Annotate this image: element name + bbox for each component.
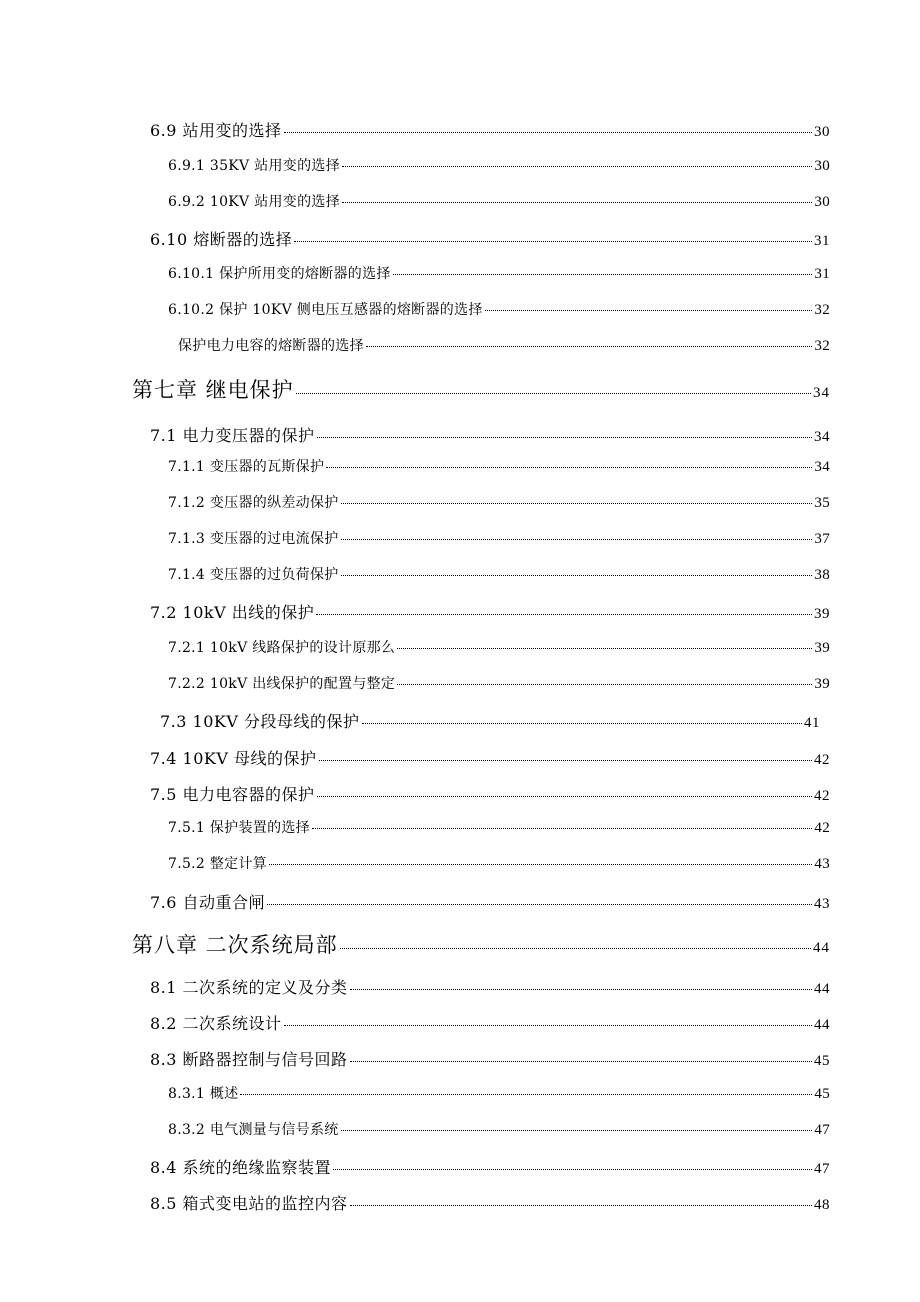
toc-entry-title: 8.2 二次系统设计 <box>150 1014 282 1033</box>
toc-entry-title: 保护电力电容的熔断器的选择 <box>178 338 364 354</box>
toc-dot-leader <box>340 948 811 949</box>
toc-dot-leader <box>333 1169 812 1170</box>
toc-entry-title: 7.6 自动重合闸 <box>150 893 266 912</box>
toc-entry-title: 7.1 电力变压器的保护 <box>150 426 315 445</box>
toc-entry-page: 41 <box>804 715 820 731</box>
toc-entry <box>160 709 820 732</box>
toc-entry-page: 34 <box>814 429 830 445</box>
toc-entry-page: 42 <box>814 788 830 804</box>
toc-dot-leader <box>350 1205 812 1206</box>
toc-entry-page: 32 <box>814 338 830 354</box>
toc-dot-leader <box>342 166 812 167</box>
toc-entry-page: 47 <box>814 1161 830 1177</box>
toc-entry-title: 7.2.2 10kV 出线保护的配置与整定 <box>168 676 396 692</box>
toc-entry-title: 8.3 断路器控制与信号回路 <box>150 1050 348 1069</box>
toc-entry-page: 38 <box>814 567 830 583</box>
toc-dot-leader <box>397 648 812 649</box>
toc-entry-page: 47 <box>814 1122 830 1138</box>
toc-entry-page: 44 <box>813 940 830 956</box>
toc-entry <box>150 227 830 250</box>
toc-entry-title: 6.10 熔断器的选择 <box>150 230 293 249</box>
toc-entry <box>168 492 830 512</box>
toc-entry-page: 35 <box>814 495 830 511</box>
toc-entry <box>150 600 830 623</box>
toc-entry-page: 32 <box>814 302 830 318</box>
toc-entry-page: 45 <box>814 1086 830 1102</box>
toc-dot-leader <box>341 575 813 576</box>
toc-entry <box>168 263 830 283</box>
toc-entry-page: 39 <box>814 606 830 622</box>
toc-entry-page: 42 <box>814 820 830 836</box>
toc-entry-page: 39 <box>814 676 830 692</box>
toc-entry-title: 8.4 系统的绝缘监察装置 <box>150 1158 332 1177</box>
toc-dot-leader <box>296 393 811 394</box>
toc-entry-page: 44 <box>814 1017 830 1033</box>
toc-dot-leader <box>240 1094 812 1095</box>
toc-entry-title: 7.1.3 变压器的过电流保护 <box>168 531 339 547</box>
toc-dot-leader <box>316 614 812 615</box>
toc-entry-title: 第八章 二次系统局部 <box>132 933 338 957</box>
toc-dot-leader <box>284 1025 812 1026</box>
toc-dot-leader <box>284 132 812 133</box>
toc-entry-title: 8.3.2 电气测量与信号系统 <box>168 1122 339 1138</box>
toc-entry <box>168 817 830 837</box>
toc-dot-leader <box>397 684 812 685</box>
toc-entry <box>150 975 830 998</box>
toc-entry-page: 30 <box>814 124 830 140</box>
toc-entry-title: 7.5 电力电容器的保护 <box>150 785 315 804</box>
toc-entry <box>168 564 830 584</box>
toc-entry <box>168 155 830 175</box>
toc-entry-title: 7.5.1 保护装置的选择 <box>168 820 310 836</box>
toc-entry <box>168 1119 830 1139</box>
toc-entry-page: 37 <box>814 531 830 547</box>
toc-entry-page: 34 <box>813 385 830 401</box>
toc-entry <box>168 673 830 693</box>
toc-entry-title: 6.10.1 保护所用变的熔断器的选择 <box>168 266 391 282</box>
toc-dot-leader <box>362 723 803 724</box>
toc-dot-leader <box>294 241 812 242</box>
toc-entry <box>168 191 830 211</box>
toc-entry <box>132 929 830 959</box>
toc-entry <box>150 1155 830 1178</box>
toc-entry-title: 第七章 继电保护 <box>132 378 294 402</box>
toc-entry-page: 45 <box>814 1053 830 1069</box>
toc-dot-leader <box>267 904 812 905</box>
toc-entry-title: 7.1.1 变压器的瓦斯保护 <box>168 459 325 475</box>
toc-entry <box>178 335 830 355</box>
toc-entry-title: 7.2 10kV 出线的保护 <box>150 603 315 622</box>
toc-entry-page: 44 <box>814 981 830 997</box>
toc-entry-title: 7.3 10KV 分段母线的保护 <box>160 712 360 731</box>
toc-entry <box>150 746 830 769</box>
toc-entry-title: 7.1.2 变压器的纵差动保护 <box>168 495 339 511</box>
toc-dot-leader <box>341 1130 813 1131</box>
toc-entry-page: 43 <box>814 856 830 872</box>
toc-entry <box>150 890 830 913</box>
toc-entry-page: 31 <box>814 266 830 282</box>
toc-entry-page: 39 <box>814 640 830 656</box>
toc-dot-leader <box>342 202 812 203</box>
toc-entry-page: 30 <box>814 158 830 174</box>
toc-dot-leader <box>269 864 812 865</box>
toc-entry <box>168 456 830 476</box>
toc-entry-title: 7.4 10KV 母线的保护 <box>150 749 317 768</box>
toc-entry <box>168 1083 830 1103</box>
toc-entry <box>132 374 830 404</box>
toc-entry <box>150 1047 830 1070</box>
toc-entry-title: 6.10.2 保护 10KV 侧电压互感器的熔断器的选择 <box>168 302 483 318</box>
toc-dot-leader <box>341 539 813 540</box>
toc-entry-title: 6.9.2 10KV 站用变的选择 <box>168 194 341 210</box>
toc-dot-leader <box>350 1061 812 1062</box>
toc-entry <box>150 1191 830 1214</box>
toc-entry <box>168 528 830 548</box>
toc-dot-leader <box>350 989 812 990</box>
toc-entry-title: 7.1.4 变压器的过负荷保护 <box>168 567 339 583</box>
toc-entry-page: 42 <box>814 752 830 768</box>
toc-dot-leader <box>317 437 812 438</box>
toc-entry-page: 34 <box>814 459 830 475</box>
toc-entry-page: 30 <box>814 194 830 210</box>
toc-dot-leader <box>317 796 812 797</box>
toc-dot-leader <box>366 346 812 347</box>
toc-entry-title: 6.9.1 35KV 站用变的选择 <box>168 158 341 174</box>
toc-entry <box>150 782 830 805</box>
toc-entry-title: 8.5 箱式变电站的监控内容 <box>150 1194 348 1213</box>
toc-entry <box>168 299 830 319</box>
toc-entry-title: 8.3.1 概述 <box>168 1086 239 1102</box>
toc-entry-title: 8.1 二次系统的定义及分类 <box>150 978 348 997</box>
toc-entry <box>150 423 830 446</box>
toc-dot-leader <box>393 274 813 275</box>
toc-entry <box>168 637 830 657</box>
toc-dot-leader <box>341 503 813 504</box>
toc-dot-leader <box>326 467 812 468</box>
toc-entry-title: 7.2.1 10kV 线路保护的设计原那么 <box>168 640 396 656</box>
toc-dot-leader <box>312 828 812 829</box>
toc-dot-leader <box>319 760 813 761</box>
toc-entry <box>168 853 830 873</box>
toc-entry-page: 43 <box>814 896 830 912</box>
toc-entry-page: 48 <box>814 1197 830 1213</box>
toc-entry-title: 7.5.2 整定计算 <box>168 856 268 872</box>
toc-dot-leader <box>485 310 813 311</box>
toc-entry-title: 6.9 站用变的选择 <box>150 121 282 140</box>
toc-entry <box>150 1011 830 1034</box>
toc-entry <box>150 118 830 141</box>
toc-entry-page: 31 <box>814 233 830 249</box>
